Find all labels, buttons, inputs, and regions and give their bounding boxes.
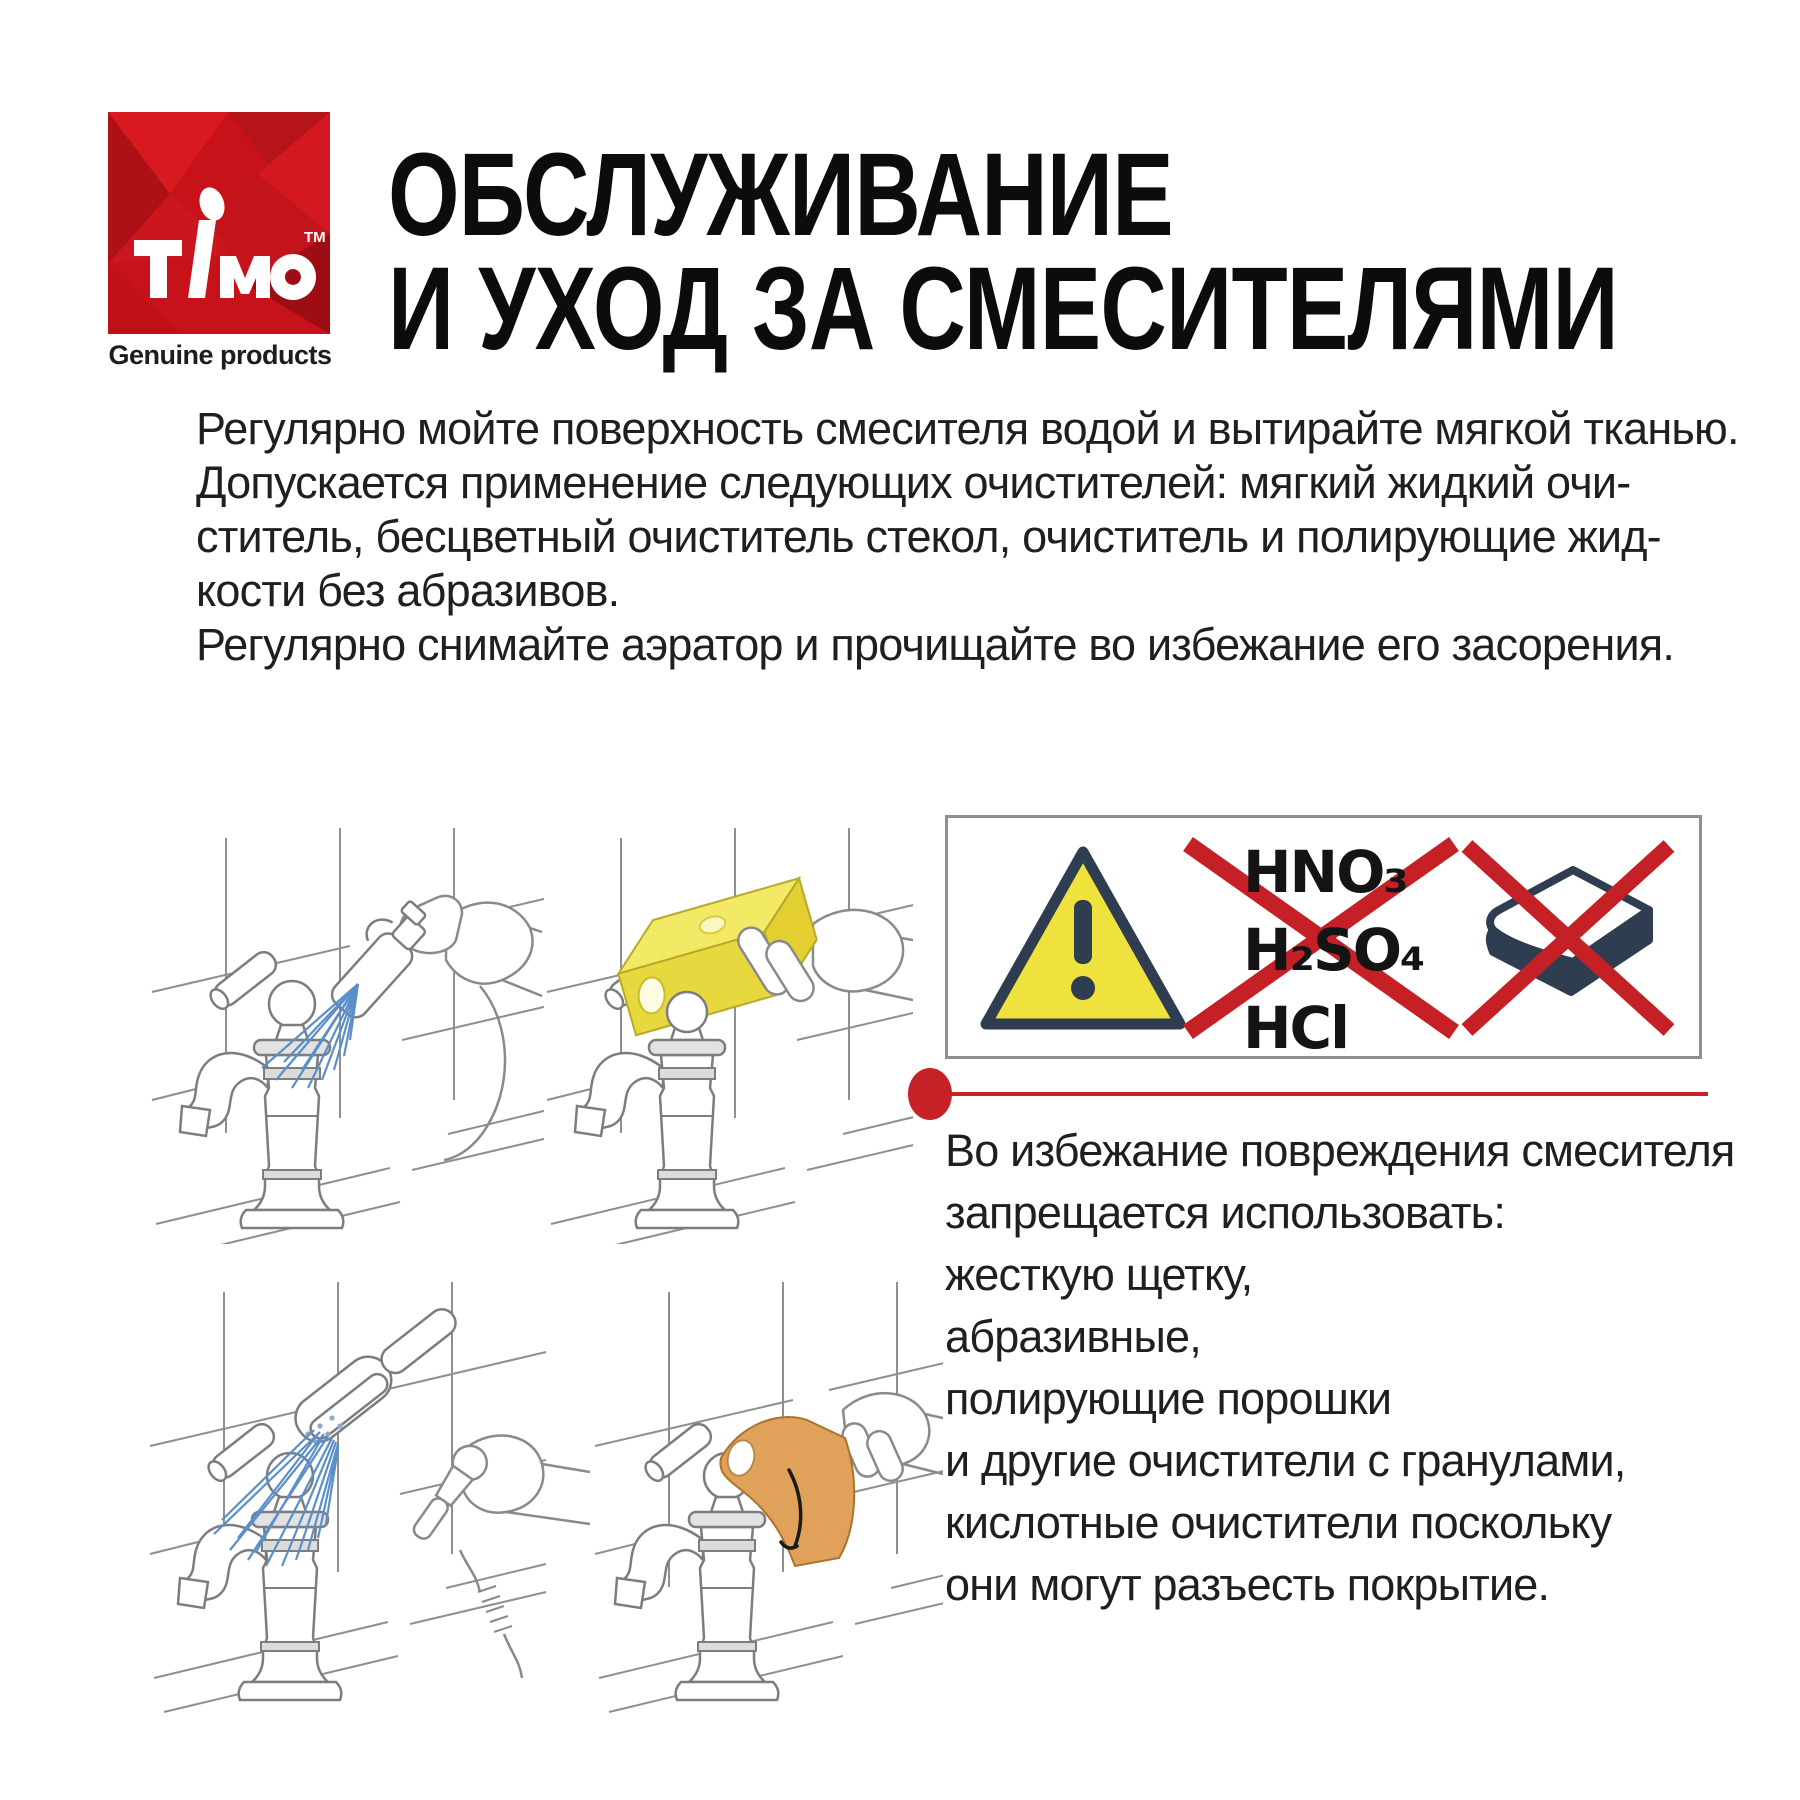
- timo-logo-icon: [108, 112, 348, 352]
- caution-line: полирующие порошки: [945, 1373, 1392, 1424]
- caution-line: запрещается использовать:: [945, 1187, 1506, 1238]
- no-abrasive-sponge-icon: [1453, 834, 1683, 1042]
- intro-line: ститель, бесцветный очиститель стекол, очиститель и полирующие жид-: [196, 511, 1661, 562]
- chemical-formula: H₂SO₄: [1243, 916, 1424, 984]
- intro-paragraph: [196, 402, 1739, 672]
- caution-line: жесткую щетку,: [945, 1249, 1253, 1300]
- brand-tagline: Genuine products: [108, 340, 332, 370]
- caution-paragraph: [945, 1120, 1735, 1616]
- chemical-formula: HCl: [1243, 994, 1348, 1062]
- page-title: [388, 129, 1618, 376]
- title-line-2: И УХОД ЗА СМЕСИТЕЛЯМИ: [388, 243, 1618, 376]
- illustration-sponge-cleaning: [545, 828, 913, 1244]
- intro-line: Допускается применение следующих очистителей: мягкий жидкий очи-: [196, 457, 1631, 508]
- intro-line: кости без абразивов.: [196, 565, 620, 616]
- warning-triangle-icon: [976, 842, 1190, 1034]
- caution-line: они могут разъесть покрытие.: [945, 1559, 1550, 1610]
- illustration-shower-rinsing: [148, 1262, 590, 1724]
- caution-line: абразивные,: [945, 1311, 1201, 1362]
- caution-line: и другие очистители с гранулами,: [945, 1435, 1626, 1486]
- brand-logo: [108, 112, 348, 352]
- intro-line: Регулярно мойте поверхность смесителя водой и вытирайте мягкой тканью.: [196, 403, 1739, 454]
- caution-line: Во избежание повреждения смесителя: [945, 1125, 1735, 1176]
- title-line-1: ОБСЛУЖИВАНИЕ: [388, 129, 1173, 261]
- illustration-cloth-wiping: [593, 1262, 943, 1724]
- caution-line: кислотные очистители поскольку: [945, 1497, 1612, 1548]
- shower-hose-coil: [478, 1586, 512, 1632]
- intro-line: Регулярно снимайте аэратор и прочищайте во избежание его засорения.: [196, 619, 1675, 670]
- forbidden-chemicals-list: [1243, 833, 1423, 1067]
- red-bullet-divider: [906, 1066, 1716, 1122]
- illustration-spray-bottle-cleaning: [150, 828, 544, 1244]
- trademark-label: TM: [304, 229, 326, 246]
- chemical-formula: HNO₃: [1243, 838, 1407, 906]
